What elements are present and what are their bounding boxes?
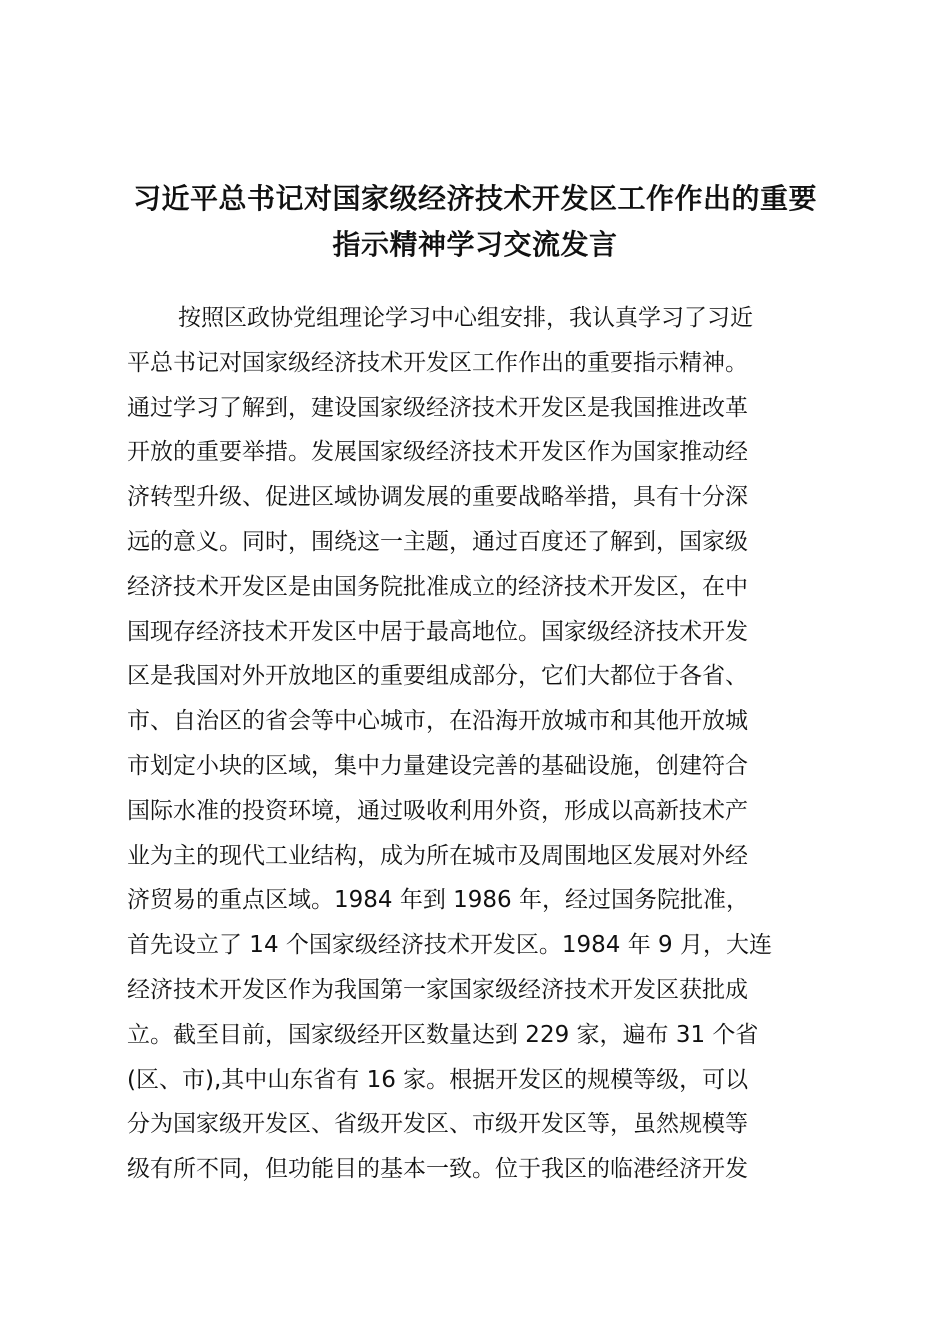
body-line: 国际水准的投资环境，通过吸收利用外资，形成以高新技术产 <box>127 797 748 824</box>
body-line: 市划定小块的区域，集中力量建设完善的基础设施，创建符合 <box>127 752 748 779</box>
document-title <box>120 176 830 268</box>
body-line: 国现存经济技术开发区中居于最高地位。国家级经济技术开发 <box>127 618 748 645</box>
body-line: 分为国家级开发区、省级开发区、市级开发区等，虽然规模等 <box>127 1111 748 1138</box>
body-line: 按照区政协党组理论学习中心组安排，我认真学习了习近 <box>178 305 753 331</box>
body-line: 级有所不同，但功能目的基本一致。位于我区的临港经济开发 <box>127 1156 748 1183</box>
document-body <box>127 296 837 1192</box>
body-line: (区、市),其中山东省有 16 家。根据开发区的规模等级，可以 <box>127 1066 749 1093</box>
title-line: 习近平总书记对国家级经济技术开发区工作作出的重要 <box>132 182 817 215</box>
body-line: 区是我国对外开放地区的重要组成部分，它们大都位于各省、 <box>127 663 748 690</box>
body-line: 立。截至目前，国家级经开区数量达到 229 家，遍布 31 个省 <box>127 1021 759 1048</box>
body-line: 远的意义。同时，围绕这一主题，通过百度还了解到，国家级 <box>127 528 748 555</box>
title-line: 指示精神学习交流发言 <box>332 228 618 261</box>
body-line: 济转型升级、促进区域协调发展的重要战略举措，具有十分深 <box>127 484 748 511</box>
body-line: 经济技术开发区是由国务院批准成立的经济技术开发区，在中 <box>127 573 748 600</box>
body-line: 通过学习了解到，建设国家级经济技术开发区是我国推进改革 <box>127 394 748 421</box>
body-line: 首先设立了 14 个国家级经济技术开发区。1984 年 9 月，大连 <box>127 932 772 959</box>
body-line: 开放的重要举措。发展国家级经济技术开发区作为国家推动经 <box>127 439 748 466</box>
body-line: 济贸易的重点区域。1984 年到 1986 年，经过国务院批准， <box>127 887 749 914</box>
body-line: 平总书记对国家级经济技术开发区工作作出的重要指示精神。 <box>127 349 748 376</box>
body-line: 业为主的现代工业结构，成为所在城市及周围地区发展对外经 <box>127 842 748 869</box>
body-line: 经济技术开发区作为我国第一家国家级经济技术开发区获批成 <box>127 976 748 1003</box>
body-line: 市、自治区的省会等中心城市，在沿海开放城市和其他开放城 <box>127 708 748 735</box>
